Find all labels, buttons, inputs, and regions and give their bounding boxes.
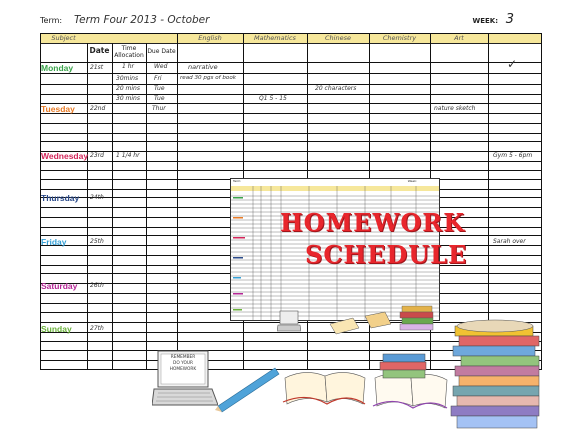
date-thursday[interactable]: 24th [90,194,104,201]
day-tuesday: Tuesday [41,104,75,114]
week-value[interactable]: 3 [505,12,514,27]
cell-mon-1-english[interactable]: narrative [188,63,218,71]
cell-tue-1-art[interactable]: nature sketch [434,105,476,112]
date-saturday[interactable]: 26th [90,282,104,289]
grid-hline [40,62,542,63]
books-illustration [215,296,570,438]
day-sunday: Sunday [41,324,72,334]
cell-mon-4-due[interactable]: Tue [154,95,165,102]
col-date: Date [89,46,110,55]
laptop-icon [152,350,218,410]
thumbnail-week-label: Week: [407,179,417,183]
col-time-allocation: Time Allocation [114,45,144,59]
col-art: Art [454,34,464,42]
cell-mon-1-due[interactable]: Wed [154,63,168,70]
day-thursday: Thursday [41,193,80,203]
open-book-icon [373,374,447,408]
col-subject: Subject [51,34,76,42]
cell-mon-4-time[interactable]: 30 mins [116,95,140,102]
book-stack-icon [380,354,426,378]
cell-mon-3-due[interactable]: Tue [154,85,165,92]
cell-mon-1-time[interactable]: 1 hr [122,63,134,70]
book-icon [330,306,433,334]
grid-hline [40,170,542,171]
date-friday[interactable]: 25th [90,238,104,245]
cell-wed-1-time[interactable]: 1 1/4 hr [116,152,140,159]
open-book-icon [283,372,365,404]
grid-hline [40,113,542,114]
cell-mon-2-due[interactable]: Fri [154,75,162,82]
col-due-date: Due Date [147,48,176,55]
cell-mon-2-time[interactable]: 30mins [116,75,139,82]
laptop-text-line1: REMEMBER [170,355,196,360]
schedule-title: SCHEDULE [305,240,468,269]
grid-hline [40,73,542,74]
col-mathematics: Mathematics [254,34,296,42]
cell-mon-2-english[interactable]: read 30 pgs of book [180,75,236,81]
cell-mon-3-chinese[interactable]: 20 characters [315,85,357,92]
pencil-icon [215,368,279,412]
day-saturday: Saturday [41,281,78,291]
cell-fri-1-extra[interactable]: Sarah over [493,238,526,245]
day-monday: Monday [41,63,74,73]
homework-title: HOMEWORK [280,208,466,237]
grid-hline [40,103,542,104]
cell-mon-4-math[interactable]: Q1 5 - 15 [259,95,287,102]
term-value[interactable]: Term Four 2013 - October [74,14,210,26]
grid-hline [40,33,542,34]
date-monday[interactable]: 21st [90,64,104,71]
col-chemistry: Chemistry [382,34,417,42]
week-label: WEEK: [472,17,498,25]
date-wednesday[interactable]: 23rd [90,152,104,159]
term-label: Term: [40,16,63,25]
cell-mon-3-time[interactable]: 20 mins [116,85,140,92]
cell-wed-1-extra[interactable]: Gym 5 - 6pm [493,152,533,159]
day-wednesday: Wednesday [41,151,89,161]
date-sunday[interactable]: 27th [90,325,104,332]
cell-tue-1-due[interactable]: Thur [152,105,166,112]
laptop-text-line3: HOMEWORK [169,367,197,372]
grid-hline [40,133,542,134]
cell-mon-1-check[interactable]: ✓ [507,57,518,71]
grid-hline [40,141,542,142]
col-english: English [198,34,222,42]
grid-hline [40,123,542,124]
laptop-text-line2: DO YOUR [173,361,193,366]
col-chinese: Chinese [325,34,351,42]
term-row [40,14,550,30]
date-tuesday[interactable]: 22nd [90,105,106,112]
thumbnail-term-label: Term: [233,179,242,183]
large-book-stack-icon [451,320,539,428]
grid-hline [40,161,542,162]
day-friday: Friday [41,237,67,247]
